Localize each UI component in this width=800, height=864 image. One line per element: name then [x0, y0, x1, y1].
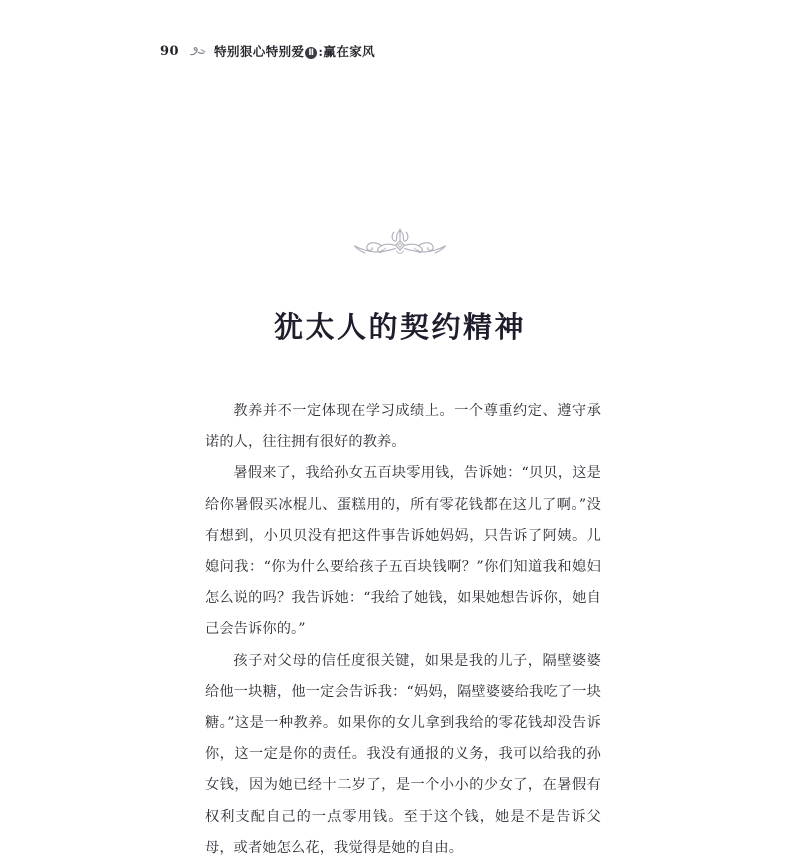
floral-flourish-ornament — [340, 224, 460, 264]
book-subtitle-text: :赢在家风 — [318, 44, 376, 59]
page-number: 90 — [160, 43, 180, 59]
chapter-title: 犹太人的契约精神 — [273, 310, 526, 345]
paragraph: 孩子对父母的信任度很关键，如果是我的儿子，隔壁婆婆给他一块糖，他一定会告诉我：“妈妈，隔壁婆婆给我吃了一块糖。”这是一种教养。如果你的女儿拿到我给的零花钱却没告诉你，这一定是你的责任。我没有通报的义务，我可以给我的孙女钱，因为她已经十二岁了，是一个小小的少女了，在暑假有权利支配自己的一点零用钱。至于这个钱，她是不是告诉父母，或者她怎么花，我觉得是她的自由。 — [205, 652, 601, 856]
paragraph: 暑假来了，我给孙女五百块零用钱，告诉她：“贝贝，这是给你暑假买冰棍儿、蛋糕用的，所有零花钱都在这儿了啊。”没有想到，小贝贝没有把这件事告诉她妈妈，只告诉了阿姨。儿媳问我：“你为什么要给孩子五百块钱啊？”你们知道我和媳妇怎么说的吗？我告诉她：“我给了她钱，如果她想告诉你，她自己会告诉你的。” — [205, 465, 601, 638]
book-title-text: 特别狠心特别爱 — [214, 44, 305, 59]
body-text — [205, 396, 601, 864]
running-header-title — [214, 42, 375, 60]
paragraph: 教养并不一定体现在学习成绩上。一个尊重约定、遵守承诺的人，往往拥有很好的教养。 — [205, 403, 601, 451]
volume-badge: Ⅱ — [305, 47, 317, 59]
flourish-swirl-icon — [189, 45, 207, 57]
running-header — [160, 42, 375, 60]
chapter-ornament-wrap — [0, 224, 800, 264]
